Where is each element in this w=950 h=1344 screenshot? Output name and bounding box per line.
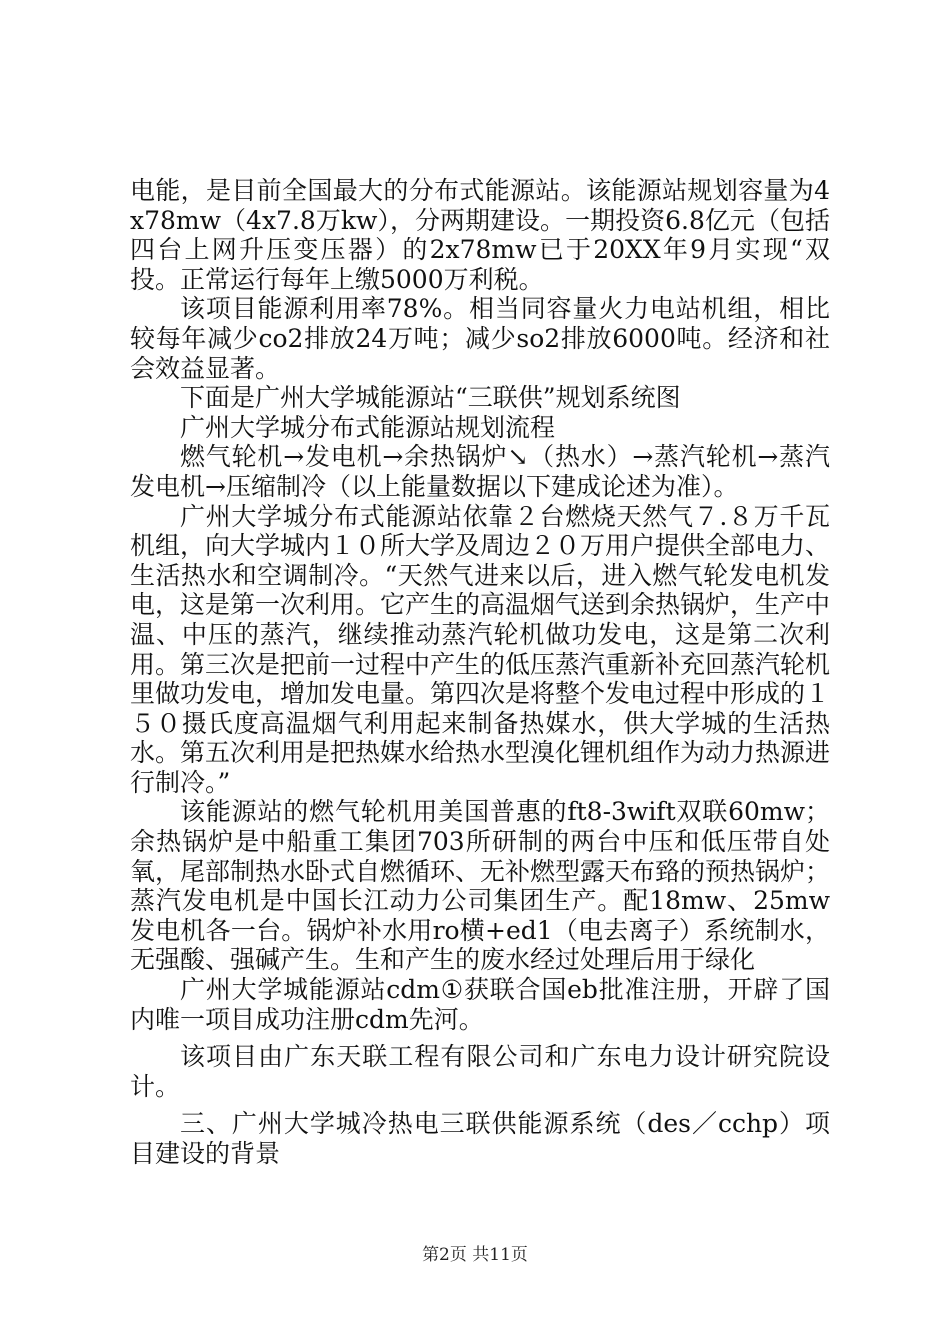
paragraph-6: 广州大学城分布式能源站依靠２台燃烧天然气７.８万千瓦机组，向大学城内１０所大学及周边２０万用户提供全部电力、生活热水和空调制冷。“天然气进来以后，进入燃气轮发电机发电，这是第一次利用。它产生的高温烟气送到余热锅炉，生产中温、中压的蒸汽，继续推动蒸汽轮机做功发电，这是第二次利用。第三次是把前一过程中产生的低压蒸汽重新补充回蒸汽轮机里做功发电，增加发电量。第四次是将整个发电过程中形成的１５０摄氏度高温烟气利用起来制备热媒水，供大学城的生活热水。第五次利用是把热媒水给热水型溴化锂机组作为动力热源进行制冷。”: [130, 501, 831, 797]
section-heading: 三、广州大学城冷热电三联供能源系统（des／cchp）项目建设的背景: [130, 1109, 830, 1168]
page-number: 第2页 共11页: [422, 1245, 528, 1265]
paragraph-9: 该项目由广东天联工程有限公司和广东电力设计研究院设计。: [130, 1042, 830, 1101]
page-footer: [0, 1240, 950, 1265]
paragraph-7: 该能源站的燃气轮机用美国普惠的ft8-3wift双联60mw；余热锅炉是中船重工集团703所研制的两台中压和低压带自处氧，尾部制热水卧式自燃循环、无补燃型露天布臵的预热锅炉；蒸汽发电机是中国长江动力公司集团生产。配18mw、25mw发电机各一台。锅炉补水用ro横+ed1（电去离子）系统制水，无强酸、强碱产生。生和产生的废水经过处理后用于绿化: [130, 797, 831, 975]
paragraph-5: 燃气轮机→发电机→余热锅炉↘（热水）→蒸汽轮机→蒸汽发电机→压缩制冷（以上能量数据以下建成论述为准）。: [130, 442, 830, 501]
paragraph-3: 下面是广州大学城能源站“三联供”规划系统图: [180, 383, 681, 413]
paragraph-4: 广州大学城分布式能源站规划流程: [180, 412, 556, 442]
paragraph-1: 电能，是目前全国最大的分布式能源站。该能源站规划容量为4x78mw（4x7.8万kw），分两期建设。一期投资6.8亿元（包括四台上网升压变压器）的2x78mw已于20XX年9月实现“双投。正常运行每年上缴5000万利税。: [130, 176, 830, 294]
document-body: [130, 176, 830, 1169]
paragraph-8: 广州大学城能源站cdm①获联合国eb批准注册，开辟了国内唯一项目成功注册cdm先河。: [130, 975, 830, 1034]
paragraph-2: 该项目能源利用率78%。相当同容量火力电站机组，相比较每年减少co2排放24万吨；减少so2排放6000吨。经济和社会效益显著。: [130, 294, 830, 383]
